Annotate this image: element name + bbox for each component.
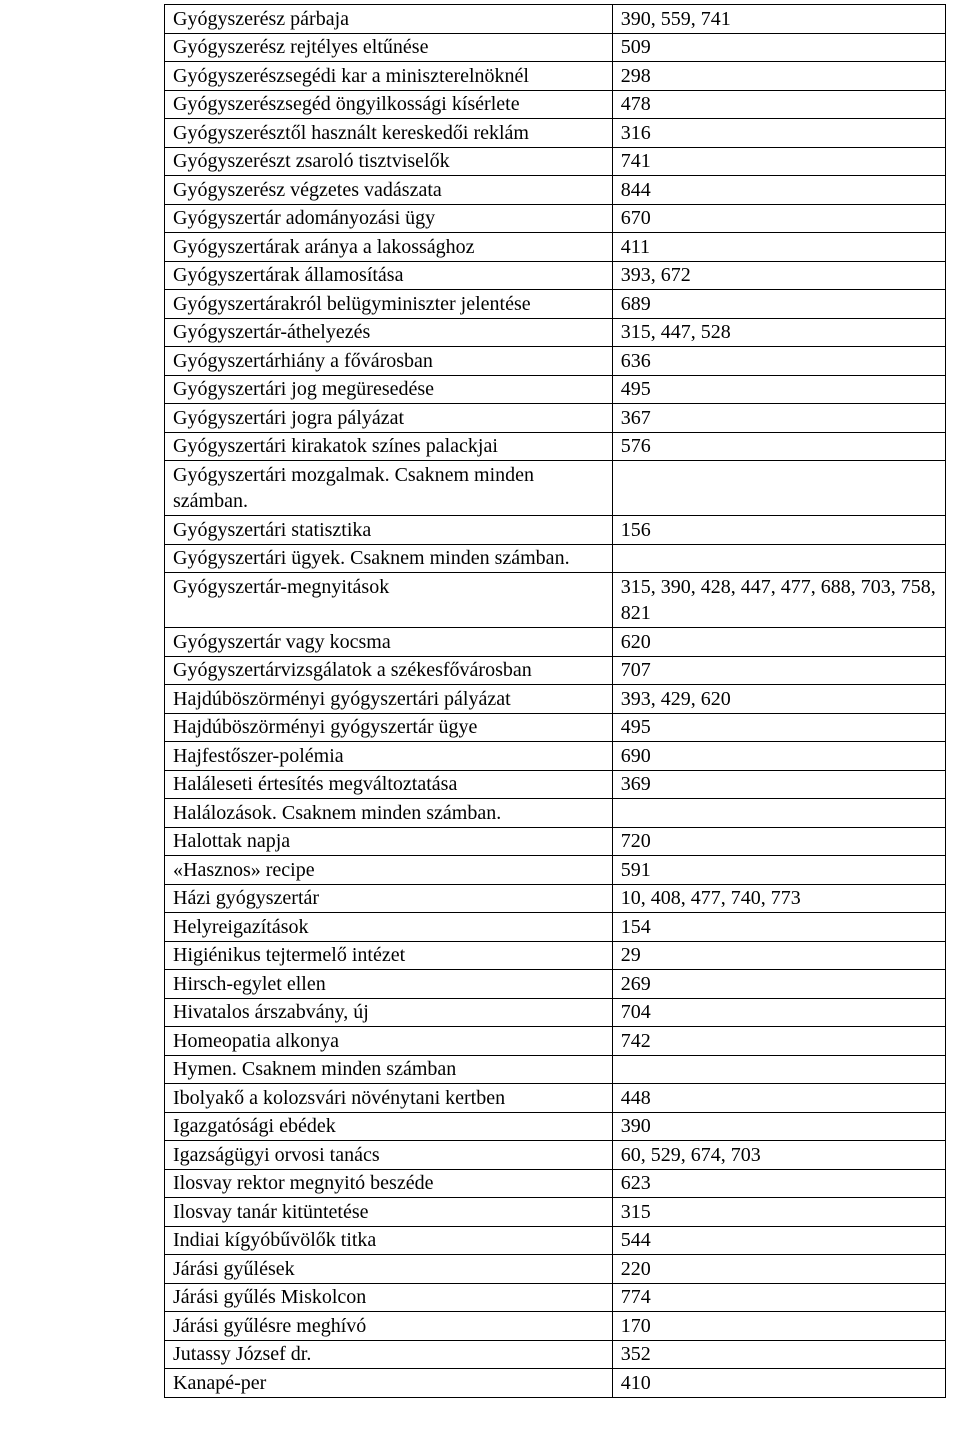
entry-pages xyxy=(612,461,945,516)
entry-title: Helyreigazítások xyxy=(165,913,613,942)
table-row xyxy=(165,970,946,999)
entry-pages: 774 xyxy=(612,1283,945,1312)
entry-pages: 544 xyxy=(612,1226,945,1255)
table-row xyxy=(165,516,946,545)
table-row xyxy=(165,119,946,148)
entry-title: Halottak napja xyxy=(165,827,613,856)
entry-pages: 509 xyxy=(612,33,945,62)
entry-title: Gyógyszertár-megnyitások xyxy=(165,573,613,628)
entry-title: Higiénikus tejtermelő intézet xyxy=(165,941,613,970)
entry-pages: 315, 390, 428, 447, 477, 688, 703, 758, 821 xyxy=(612,573,945,628)
entry-title: Gyógyszertári ügyek. Csaknem minden számban. xyxy=(165,544,613,573)
entry-pages: 220 xyxy=(612,1255,945,1284)
entry-pages: 742 xyxy=(612,1027,945,1056)
entry-title: Házi gyógyszertár xyxy=(165,884,613,913)
entry-title: Kanapé-per xyxy=(165,1369,613,1398)
entry-title: Igazságügyi orvosi tanács xyxy=(165,1141,613,1170)
table-row xyxy=(165,318,946,347)
entry-title: «Hasznos» recipe xyxy=(165,856,613,885)
entry-pages: 636 xyxy=(612,347,945,376)
entry-title: Hivatalos árszabvány, új xyxy=(165,998,613,1027)
entry-title: Gyógyszerészsegéd öngyilkossági kísérlete xyxy=(165,90,613,119)
entry-pages: 844 xyxy=(612,176,945,205)
table-row xyxy=(165,147,946,176)
table-row xyxy=(165,998,946,1027)
table-row xyxy=(165,1084,946,1113)
entry-title: Hymen. Csaknem minden számban xyxy=(165,1055,613,1084)
entry-pages: 29 xyxy=(612,941,945,970)
entry-pages: 316 xyxy=(612,119,945,148)
table-row xyxy=(165,827,946,856)
entry-pages: 315, 447, 528 xyxy=(612,318,945,347)
table-row xyxy=(165,1340,946,1369)
table-row xyxy=(165,1169,946,1198)
entry-title: Gyógyszertárak államosítása xyxy=(165,261,613,290)
entry-title: Ilosvay rektor megnyitó beszéde xyxy=(165,1169,613,1198)
entry-title: Gyógyszerészsegédi kar a miniszterelnöknél xyxy=(165,62,613,91)
entry-title: Gyógyszertár-áthelyezés xyxy=(165,318,613,347)
entry-title: Gyógyszerészt zsaroló tisztviselők xyxy=(165,147,613,176)
entry-pages: 495 xyxy=(612,713,945,742)
entry-title: Hajfestőszer-polémia xyxy=(165,742,613,771)
entry-title: Ilosvay tanár kitüntetése xyxy=(165,1198,613,1227)
table-row xyxy=(165,1255,946,1284)
entry-title: Gyógyszertári jogra pályázat xyxy=(165,404,613,433)
entry-title: Gyógyszertári statisztika xyxy=(165,516,613,545)
entry-pages: 154 xyxy=(612,913,945,942)
entry-pages: 352 xyxy=(612,1340,945,1369)
entry-title: Gyógyszertárakról belügyminiszter jelentése xyxy=(165,290,613,319)
entry-pages: 269 xyxy=(612,970,945,999)
entry-title: Igazgatósági ebédek xyxy=(165,1112,613,1141)
table-row xyxy=(165,1198,946,1227)
entry-pages xyxy=(612,1055,945,1084)
entry-title: Gyógyszertár vagy kocsma xyxy=(165,628,613,657)
table-row xyxy=(165,62,946,91)
table-row xyxy=(165,204,946,233)
entry-pages: 393, 429, 620 xyxy=(612,685,945,714)
entry-title: Ibolyakő a kolozsvári növénytani kertben xyxy=(165,1084,613,1113)
index-table xyxy=(164,4,946,1398)
entry-title: Gyógyszerésztől használt kereskedői reklám xyxy=(165,119,613,148)
entry-pages xyxy=(612,799,945,828)
entry-title: Haláleseti értesítés megváltoztatása xyxy=(165,770,613,799)
entry-pages: 298 xyxy=(612,62,945,91)
table-row xyxy=(165,856,946,885)
entry-pages: 720 xyxy=(612,827,945,856)
entry-pages: 315 xyxy=(612,1198,945,1227)
entry-pages: 707 xyxy=(612,656,945,685)
entry-title: Hajdúböszörményi gyógyszertári pályázat xyxy=(165,685,613,714)
table-row xyxy=(165,884,946,913)
table-row xyxy=(165,290,946,319)
entry-title: Járási gyűlés Miskolcon xyxy=(165,1283,613,1312)
entry-title: Gyógyszertár adományozási ügy xyxy=(165,204,613,233)
table-row xyxy=(165,90,946,119)
table-row xyxy=(165,656,946,685)
table-row xyxy=(165,685,946,714)
entry-pages: 367 xyxy=(612,404,945,433)
entry-pages: 156 xyxy=(612,516,945,545)
table-row xyxy=(165,770,946,799)
entry-pages: 670 xyxy=(612,204,945,233)
table-row xyxy=(165,742,946,771)
table-row xyxy=(165,1112,946,1141)
entry-pages: 704 xyxy=(612,998,945,1027)
entry-pages: 10, 408, 477, 740, 773 xyxy=(612,884,945,913)
entry-title: Indiai kígyóbűvölők titka xyxy=(165,1226,613,1255)
entry-title: Gyógyszertárhiány a fővárosban xyxy=(165,347,613,376)
table-row xyxy=(165,5,946,34)
entry-title: Jutassy József dr. xyxy=(165,1340,613,1369)
table-row xyxy=(165,461,946,516)
entry-pages: 170 xyxy=(612,1312,945,1341)
table-row xyxy=(165,1283,946,1312)
table-row xyxy=(165,432,946,461)
entry-title: Járási gyűlésre meghívó xyxy=(165,1312,613,1341)
entry-title: Gyógyszertári mozgalmak. Csaknem minden számban. xyxy=(165,461,613,516)
table-row xyxy=(165,573,946,628)
table-row xyxy=(165,1369,946,1398)
entry-pages: 369 xyxy=(612,770,945,799)
entry-title: Gyógyszerész végzetes vadászata xyxy=(165,176,613,205)
entry-pages: 448 xyxy=(612,1084,945,1113)
table-row xyxy=(165,799,946,828)
table-row xyxy=(165,1055,946,1084)
entry-pages: 393, 672 xyxy=(612,261,945,290)
entry-title: Hajdúböszörményi gyógyszertár ügye xyxy=(165,713,613,742)
table-row xyxy=(165,375,946,404)
entry-title: Gyógyszerész rejtélyes eltűnése xyxy=(165,33,613,62)
entry-pages: 620 xyxy=(612,628,945,657)
entry-pages: 390, 559, 741 xyxy=(612,5,945,34)
entry-title: Járási gyűlések xyxy=(165,1255,613,1284)
entry-pages: 623 xyxy=(612,1169,945,1198)
table-row xyxy=(165,544,946,573)
table-row xyxy=(165,33,946,62)
entry-pages: 576 xyxy=(612,432,945,461)
entry-title: Gyógyszertárvizsgálatok a székesfővárosban xyxy=(165,656,613,685)
table-row xyxy=(165,404,946,433)
entry-title: Gyógyszertári jog megüresedése xyxy=(165,375,613,404)
table-row xyxy=(165,628,946,657)
entry-title: Homeopatia alkonya xyxy=(165,1027,613,1056)
entry-title: Hirsch-egylet ellen xyxy=(165,970,613,999)
entry-pages: 495 xyxy=(612,375,945,404)
entry-pages: 689 xyxy=(612,290,945,319)
table-row xyxy=(165,1027,946,1056)
table-row xyxy=(165,233,946,262)
entry-pages xyxy=(612,544,945,573)
entry-title: Halálozások. Csaknem minden számban. xyxy=(165,799,613,828)
entry-pages: 741 xyxy=(612,147,945,176)
entry-pages: 411 xyxy=(612,233,945,262)
table-row xyxy=(165,261,946,290)
entry-pages: 591 xyxy=(612,856,945,885)
table-row xyxy=(165,941,946,970)
entry-title: Gyógyszerész párbaja xyxy=(165,5,613,34)
table-row xyxy=(165,713,946,742)
entry-pages: 690 xyxy=(612,742,945,771)
entry-pages: 410 xyxy=(612,1369,945,1398)
index-table-body xyxy=(165,5,946,1398)
entry-pages: 478 xyxy=(612,90,945,119)
entry-title: Gyógyszertári kirakatok színes palackjai xyxy=(165,432,613,461)
entry-pages: 60, 529, 674, 703 xyxy=(612,1141,945,1170)
table-row xyxy=(165,176,946,205)
table-row xyxy=(165,1312,946,1341)
table-row xyxy=(165,347,946,376)
table-row xyxy=(165,1226,946,1255)
table-row xyxy=(165,913,946,942)
table-row xyxy=(165,1141,946,1170)
entry-title: Gyógyszertárak aránya a lakossághoz xyxy=(165,233,613,262)
entry-pages: 390 xyxy=(612,1112,945,1141)
